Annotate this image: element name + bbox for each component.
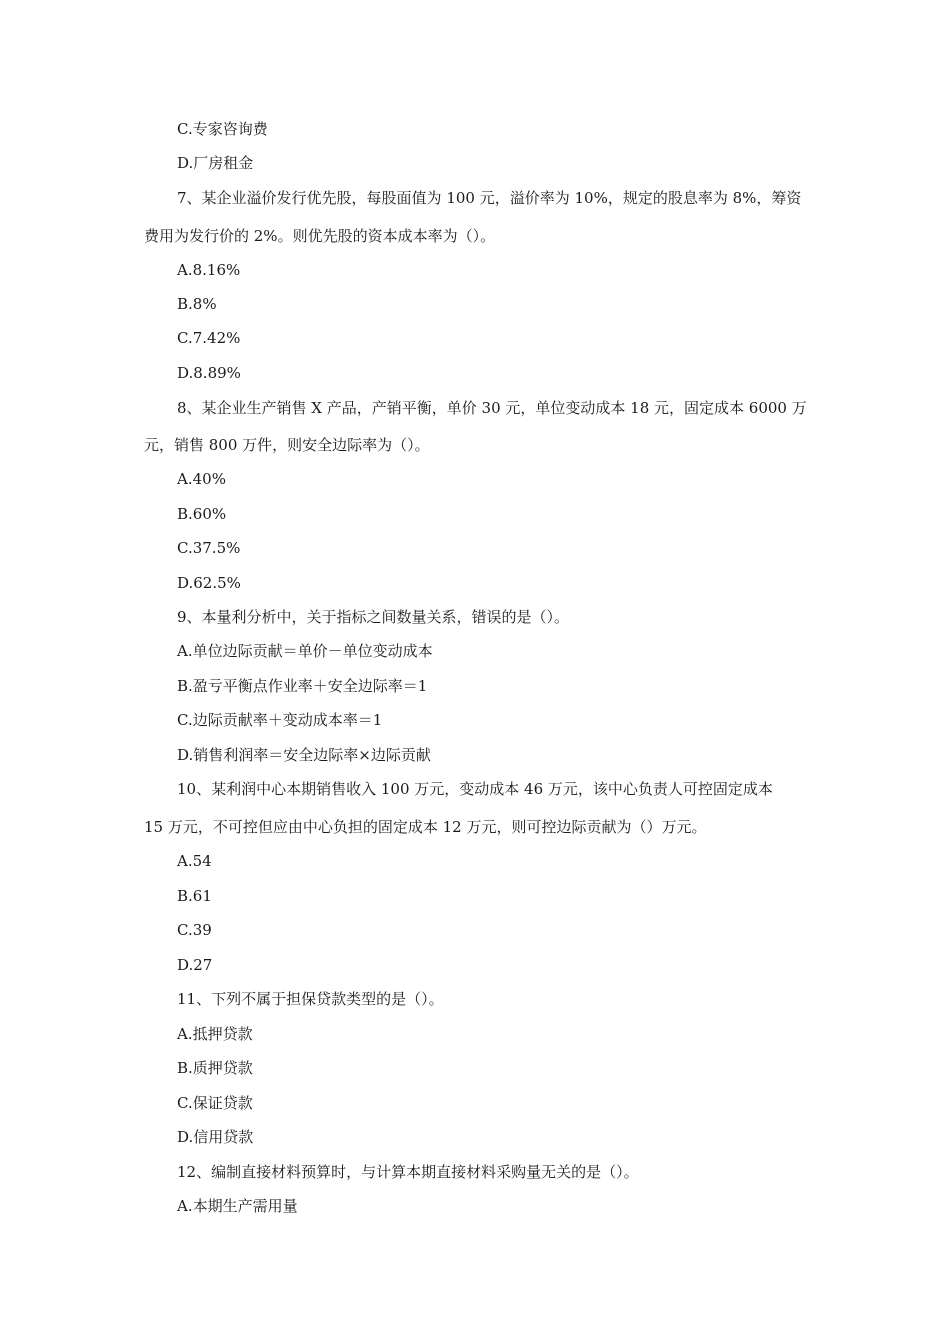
q11-option-c: C.保证贷款 (177, 1094, 253, 1112)
q11-stem: 11、下列不属于担保贷款类型的是（）。 (177, 990, 444, 1008)
q8-option-b: B.60% (177, 505, 227, 523)
q10-option-a: A.54 (177, 852, 212, 870)
q7-stem-line1: 7、某企业溢价发行优先股，每股面值为 100 元，溢价率为 10%，规定的股息率为 8%，筹资 (177, 189, 802, 207)
q10-stem-line2: 15 万元，不可控但应由中心负担的固定成本 12 万元，则可控边际贡献为（）万元。 (144, 818, 707, 836)
q8-stem-line1: 8、某企业生产销售 X 产品，产销平衡，单价 30 元，单位变动成本 18 元，固定成本 6000 万 (177, 399, 807, 417)
q9-option-d: D.销售利润率＝安全边际率×边际贡献 (177, 746, 431, 764)
q11-option-a: A.抵押贷款 (177, 1025, 253, 1043)
q7-stem-line2: 费用为发行价的 2%。则优先股的资本成本率为（）。 (144, 227, 496, 245)
q8-stem-line2: 元，销售 800 万件，则安全边际率为（）。 (144, 436, 430, 454)
q10-stem-line1: 10、某利润中心本期销售收入 100 万元，变动成本 46 万元，该中心负责人可控固定成本 (177, 780, 773, 798)
q9-option-b: B.盈亏平衡点作业率＋安全边际率＝1 (177, 677, 428, 695)
q8-option-d: D.62.5% (177, 574, 241, 592)
q10-option-d: D.27 (177, 956, 213, 974)
q7-option-b: B.8% (177, 295, 217, 313)
q9-option-a: A.单位边际贡献＝单价－单位变动成本 (177, 642, 433, 660)
q6-option-d: D.厂房租金 (177, 154, 254, 172)
q10-option-b: B.61 (177, 887, 212, 905)
q11-option-d: D.信用贷款 (177, 1128, 254, 1146)
q12-stem: 12、编制直接材料预算时，与计算本期直接材料采购量无关的是（）。 (177, 1163, 639, 1181)
q9-stem: 9、本量利分析中，关于指标之间数量关系，错误的是（）。 (177, 608, 570, 626)
q7-option-a: A.8.16% (177, 261, 241, 279)
q10-option-c: C.39 (177, 921, 212, 939)
q8-option-c: C.37.5% (177, 539, 241, 557)
q9-option-c: C.边际贡献率＋变动成本率＝1 (177, 711, 383, 729)
q6-option-c: C.专家咨询费 (177, 120, 268, 138)
q12-option-a: A.本期生产需用量 (177, 1197, 298, 1215)
q8-option-a: A.40% (177, 470, 226, 488)
q11-option-b: B.质押贷款 (177, 1059, 253, 1077)
q7-option-d: D.8.89% (177, 364, 241, 382)
q7-option-c: C.7.42% (177, 329, 241, 347)
